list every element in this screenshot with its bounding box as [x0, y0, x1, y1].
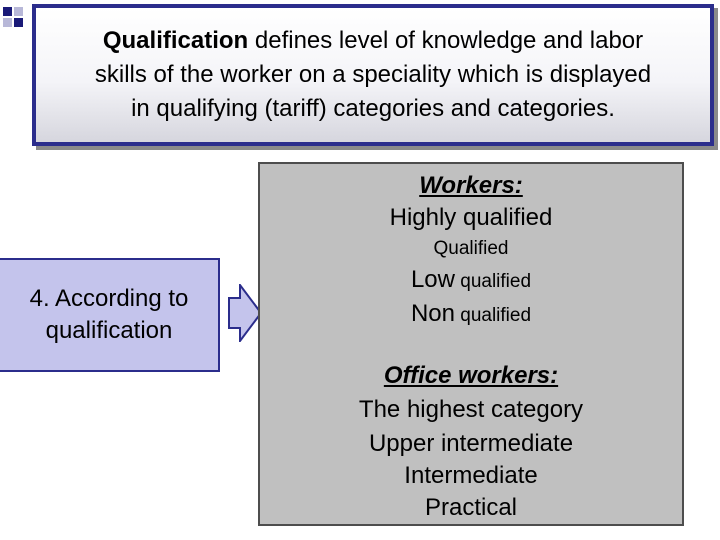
- office-item-intermediate: Intermediate: [404, 462, 538, 489]
- workers-item-low-word: Low: [410, 266, 455, 293]
- workers-item-highly-qualified: Highly qualified: [389, 204, 553, 231]
- office-item-practical: Practical: [424, 494, 518, 521]
- decor-square: [3, 7, 12, 16]
- workers-item-low-qualified: [260, 266, 682, 294]
- workers-item-non-qualified: [260, 300, 682, 328]
- classification-label-line-2: qualification: [45, 317, 173, 344]
- classification-label-line-1: 4. According to: [29, 285, 189, 312]
- definition-line-1: defines level of knowledge and labor: [248, 27, 644, 54]
- decor-square: [14, 7, 23, 16]
- workers-item-non-word: Non: [410, 300, 455, 327]
- definition-term: Qualification: [102, 27, 249, 54]
- workers-item-qualified: Qualified: [433, 238, 509, 259]
- right-arrow-icon: [228, 284, 262, 342]
- workers-header: Workers:: [419, 172, 523, 199]
- office-item-upper-intermediate: Upper intermediate: [368, 430, 574, 457]
- office-workers-header: Office workers:: [383, 362, 559, 389]
- definition-line-3: in qualifying (tariff) categories and categories.: [131, 95, 615, 122]
- office-item-highest: The highest category: [358, 396, 584, 423]
- decor-square: [3, 18, 12, 27]
- definition-text: [83, 24, 663, 126]
- classification-label-box: [0, 258, 220, 372]
- definition-line-2: skills of the worker on a speciality which is displayed: [94, 61, 652, 88]
- decor-square: [14, 18, 23, 27]
- definition-box: [32, 4, 714, 146]
- workers-item-non-suffix: qualified: [454, 305, 532, 326]
- workers-item-low-suffix: qualified: [454, 271, 532, 292]
- categories-box: [258, 162, 684, 526]
